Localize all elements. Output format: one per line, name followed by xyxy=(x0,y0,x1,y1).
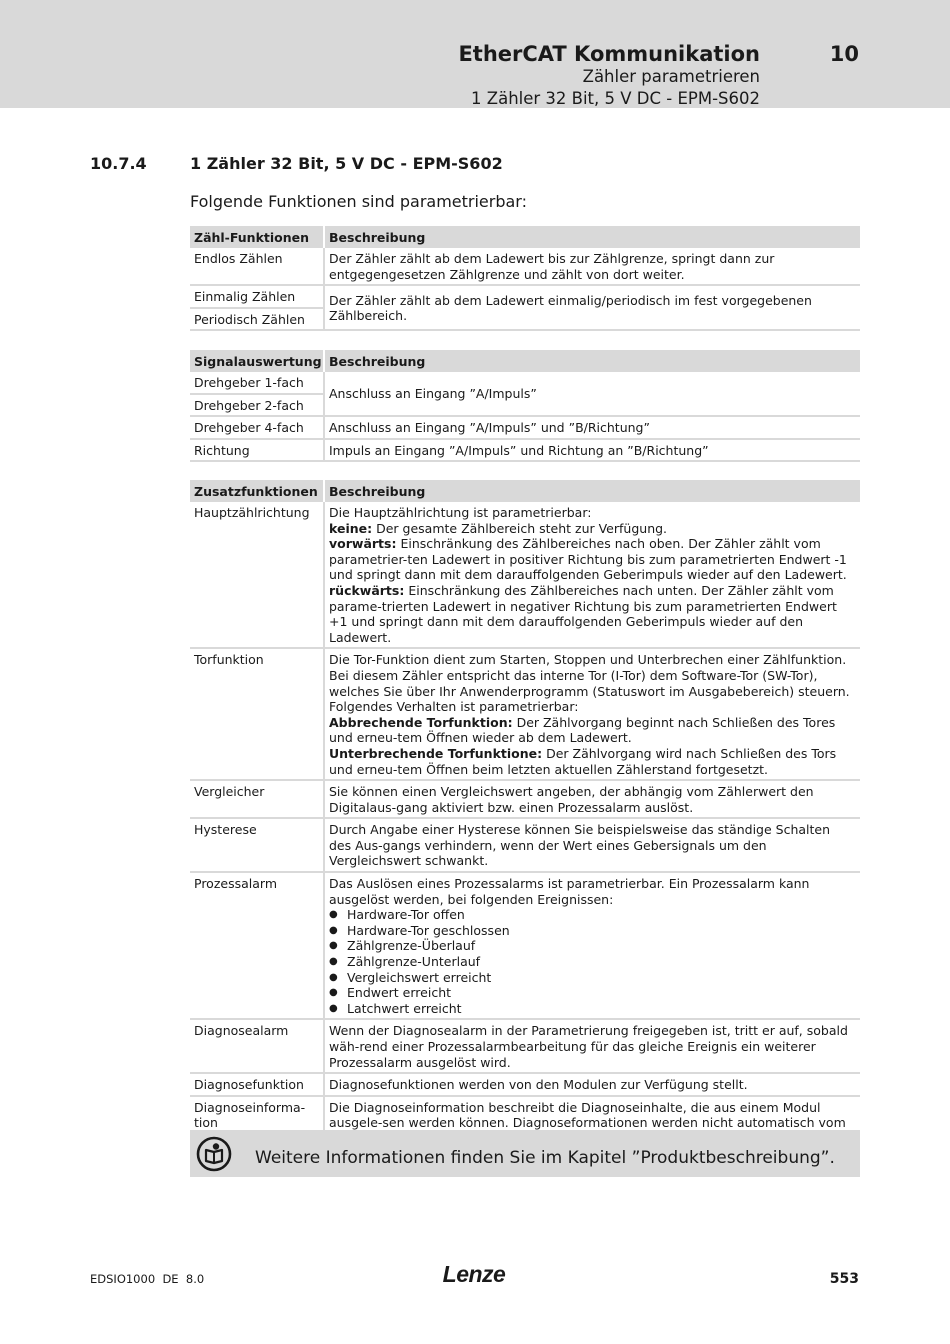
function-description: Wenn der Diagnosealarm in der Parametrierung freigegeben ist, tritt er auf, sobald wäh-rend einer Prozessalarmbearbeitung für das gleiche Ereignis ein weiterer Prozessalarm ausgelöst wird. xyxy=(324,1019,860,1073)
column-header: Beschreibung xyxy=(324,480,860,502)
function-name: Drehgeber 4-fach xyxy=(190,416,324,439)
function-name: Prozessalarm xyxy=(190,872,324,1019)
header-subtitle: Zähler parametrieren xyxy=(582,67,760,86)
table-row xyxy=(190,818,860,872)
bullet-item: ● Zählgrenze-Überlauf xyxy=(329,938,856,954)
header-subtitle-2: 1 Zähler 32 Bit, 5 V DC - EPM-S602 xyxy=(471,89,760,108)
function-name: Diagnosefunktion xyxy=(190,1073,324,1096)
column-header: Beschreibung xyxy=(324,350,860,372)
function-description: Die Diagnoseinformation beschreibt die Diagnoseinhalte, die aus einem Modul ausgele-sen werden können. Diagnoseformationen werden nicht automatisch vom xyxy=(324,1096,860,1150)
signal-evaluation-table xyxy=(190,350,860,462)
function-name: Richtung xyxy=(190,439,324,462)
section-number: 10.7.4 xyxy=(90,154,147,173)
table-row xyxy=(190,1019,860,1073)
option-text: Der gesamte Zählbereich steht zur Verfügung. xyxy=(372,520,668,536)
function-description: Diagnosefunktionen werden von den Modulen zur Verfügung stellt. xyxy=(324,1073,860,1096)
section-title: 1 Zähler 32 Bit, 5 V DC - EPM-S602 xyxy=(190,154,503,173)
option-text: Einschränkung des Zählbereiches nach oben. Der Zähler zählt vom parametrier-ten Ladewert in positiver Richtung bis zum parametrierten Endwert -1 und springt dann mit dem darauffolgenden Geberimpuls wieder auf den Ladewert. xyxy=(329,536,847,583)
option-label: rückwärts: xyxy=(329,582,405,598)
bullet-item: ● Vergleichswert erreicht xyxy=(329,970,856,986)
function-name: Vergleicher xyxy=(190,780,324,818)
function-description: Der Zähler zählt ab dem Ladewert einmalig/periodisch im fest vorgegebenen Zählbereich. xyxy=(324,285,860,330)
function-name: Drehgeber 2-fach xyxy=(190,394,324,417)
column-header: Zusatzfunktionen xyxy=(190,480,324,502)
column-header: Beschreibung xyxy=(324,226,860,248)
option-label: Unterbrechende Torfunktione: xyxy=(329,745,543,761)
table-row xyxy=(190,780,860,818)
note-text: Weitere Informationen finden Sie im Kapitel ”Produktbeschreibung”. xyxy=(255,1148,835,1168)
column-header: Zähl-Funktionen xyxy=(190,226,324,248)
description-text: Die Hauptzählrichtung ist parametrierbar: xyxy=(329,505,592,520)
function-description: Der Zähler zählt ab dem Ladewert bis zur Zählgrenze, springt dann zur entgegengesetzen Zählgrenze und zählt von dort weiter. xyxy=(324,248,860,285)
function-description xyxy=(324,648,860,780)
table-header-row xyxy=(190,480,860,502)
lenze-logo xyxy=(436,1262,512,1286)
function-description xyxy=(324,872,860,1019)
counting-functions-table xyxy=(190,226,860,331)
column-header: Signalauswertung xyxy=(190,350,324,372)
option-line xyxy=(329,715,856,746)
description-text: Das Auslösen eines Prozessalarms ist parametrierbar. Ein Prozessalarm kann ausgelöst werden, bei folgenden Ereignissen: xyxy=(329,876,810,907)
function-name: Torfunktion xyxy=(190,648,324,780)
page-number: 553 xyxy=(829,1271,859,1287)
option-line xyxy=(329,536,856,583)
function-name: Hysterese xyxy=(190,818,324,872)
table-row xyxy=(190,502,860,648)
function-description: Impuls an Eingang ”A/Impuls” und Richtung an ”B/Richtung” xyxy=(324,439,860,462)
function-description: Sie können einen Vergleichswert angeben, der abhängig vom Zählerwert den Digitalaus-gang aktiviert bzw. einen Prozessalarm auslöst. xyxy=(324,780,860,818)
table-row xyxy=(190,248,860,285)
function-name: Einmalig Zählen xyxy=(190,285,324,308)
table-row xyxy=(190,372,860,394)
header-title: EtherCAT Kommunikation xyxy=(458,42,760,66)
option-line xyxy=(329,521,856,537)
option-line xyxy=(329,746,856,777)
option-text: Einschränkung des Zählbereiches nach unten. Der Zähler zählt vom parame-trierten Ladewert in negativer Richtung bis zum parametrierten Endwert +1 und springt dann mit dem darauffolgenden Geberimpuls wieder auf den Ladewert. xyxy=(329,582,837,645)
function-name: Diagnosealarm xyxy=(190,1019,324,1073)
bullet-item: ● Hardware-Tor geschlossen xyxy=(329,923,856,939)
option-line xyxy=(329,583,856,645)
table-row xyxy=(190,439,860,462)
option-label: vorwärts: xyxy=(329,536,397,552)
table-row xyxy=(190,285,860,308)
option-text: Der Zählvorgang wird nach Schließen des Tors und erneu-tem Öffnen beim letzten aktuellen Zählerstand fortgesetzt. xyxy=(329,745,837,777)
option-text: Der Zählvorgang beginnt nach Schließen des Tores und erneu-tem Öffnen wieder ab dem Ladewert. xyxy=(329,714,836,746)
function-name: Diagnoseinforma-tion xyxy=(190,1096,324,1150)
table-row xyxy=(190,648,860,780)
info-note xyxy=(190,1130,860,1177)
table-row xyxy=(190,872,860,1019)
function-description: Anschluss an Eingang ”A/Impuls” und ”B/Richtung” xyxy=(324,416,860,439)
document-id: EDSIO1000 DE 8.0 xyxy=(90,1272,205,1286)
description-text: Die Tor-Funktion dient zum Starten, Stoppen und Unterbrechen einer Zählfunktion. Bei diesem Zähler entspricht das interne Tor (I-Tor) dem Software-Tor (SW-Tor), welches Sie über Ihr Anwenderprogramm (Statuswort im Ausgabebereich) steuern. xyxy=(329,652,850,699)
logo-text: Lenze xyxy=(442,1262,506,1286)
intro-text: Folgende Funktionen sind parametrierbar: xyxy=(190,192,527,211)
function-description: Durch Angabe einer Hysterese können Sie beispielsweise das ständige Schalten des Aus-gangs verhindern, wenn der Wert eines Gebersignals um den Vergleichswert schwankt. xyxy=(324,818,860,872)
bullet-item: ● Hardware-Tor offen xyxy=(329,907,856,923)
table-header-row xyxy=(190,350,860,372)
description-text: Folgendes Verhalten ist parametrierbar: xyxy=(329,699,579,715)
function-description xyxy=(324,502,860,648)
table-row xyxy=(190,416,860,439)
option-label: keine: xyxy=(329,520,373,536)
function-name: Endlos Zählen xyxy=(190,248,324,285)
chapter-number: 10 xyxy=(829,42,859,66)
bullet-item: ● Latchwert erreicht xyxy=(329,1001,856,1017)
option-label: Abbrechende Torfunktion: xyxy=(329,714,513,730)
bullet-item: ● Endwert erreicht xyxy=(329,985,856,1001)
reading-person-icon xyxy=(196,1136,232,1172)
function-name: Periodisch Zählen xyxy=(190,308,324,331)
table-row xyxy=(190,1073,860,1096)
function-name: Hauptzählrichtung xyxy=(190,502,324,648)
additional-functions-table xyxy=(190,480,860,1151)
function-description: Anschluss an Eingang ”A/Impuls” xyxy=(324,372,860,416)
function-name: Drehgeber 1-fach xyxy=(190,372,324,394)
table-header-row xyxy=(190,226,860,248)
bullet-item: ● Zählgrenze-Unterlauf xyxy=(329,954,856,970)
